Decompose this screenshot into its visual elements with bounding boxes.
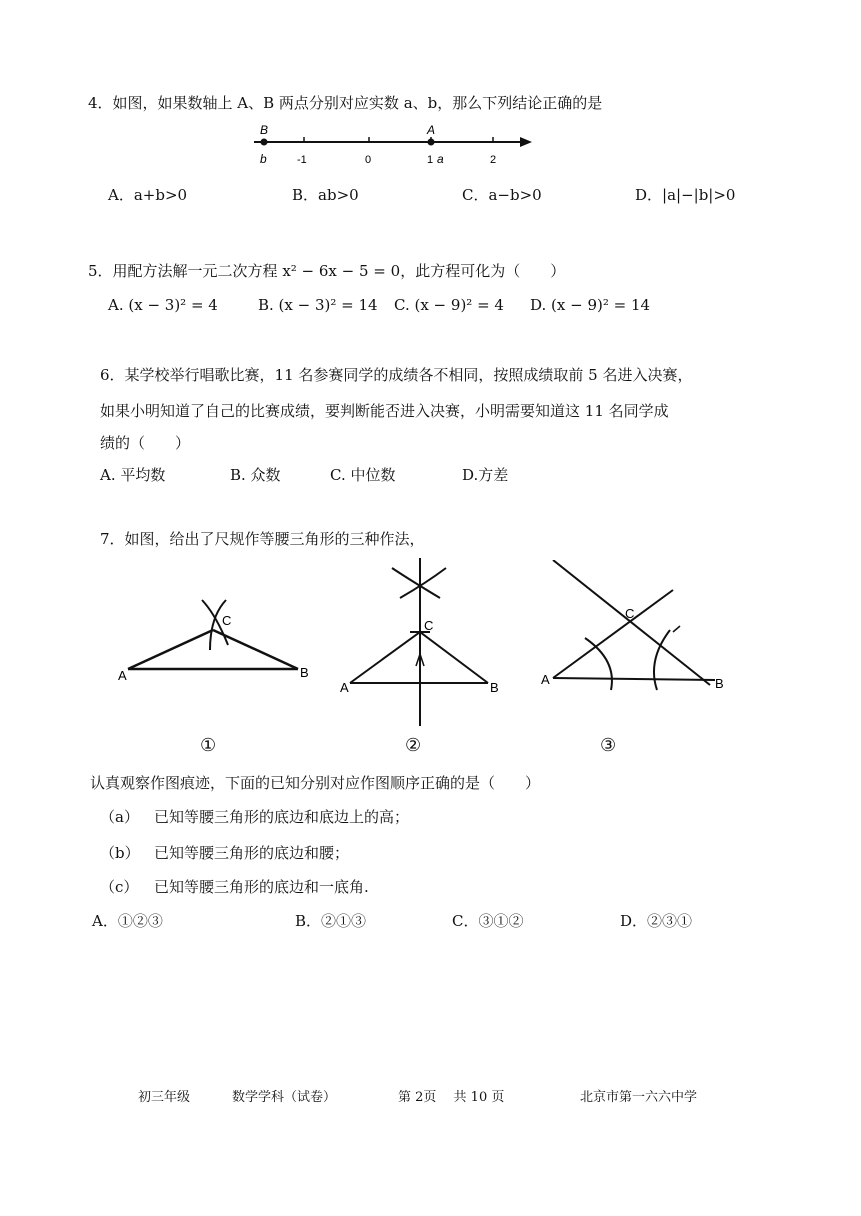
q4-stem: 4．如图，如果数轴上 A、B 两点分别对应实数 a、b，那么下列结论正确的是 [88, 94, 603, 112]
condition-a-tag: （a） [100, 808, 139, 826]
point-b-dot [261, 139, 268, 146]
footer-school: 北京市第一六六中学 [580, 1090, 698, 1105]
q5-option-d: D. (x − 9)² = 14 [530, 296, 651, 314]
q7-option-c: C．③①② [452, 912, 524, 930]
fig1-label-a: A [118, 668, 127, 683]
footer-grade: 初三年级 [138, 1090, 191, 1105]
q6-option-d: D.方差 [462, 466, 509, 484]
var-b-label: b [260, 152, 267, 166]
fig2-label-a: A [340, 680, 349, 695]
footer-page: 第 2页 共 10 页 [398, 1090, 505, 1105]
tick-label-0: 0 [365, 154, 372, 166]
q4-option-d: D．|a|−|b|>0 [635, 186, 736, 204]
q6-option-a: A. 平均数 [100, 466, 166, 484]
point-a-label: A [427, 123, 436, 137]
figure-1 [110, 565, 320, 690]
q7-option-a: A．①②③ [92, 912, 163, 930]
figure-3 [535, 560, 735, 700]
q5-option-a: A. (x − 3)² = 4 [108, 296, 218, 314]
q6-line-3: 绩的（ ） [100, 434, 191, 452]
condition-c-text: 已知等腰三角形的底边和一底角. [154, 878, 369, 896]
number-line-figure [240, 118, 540, 170]
figure-3-number: ③ [600, 735, 617, 756]
fig3-label-a: A [541, 672, 550, 687]
q7-instruction: 认真观察作图痕迹，下面的已知分别对应作图顺序正确的是（ ） [90, 774, 541, 792]
tick-label-neg1: -1 [297, 154, 307, 166]
condition-b-text: 已知等腰三角形的底边和腰； [154, 844, 350, 862]
q7-option-b: B．②①③ [295, 912, 367, 930]
condition-a-text: 已知等腰三角形的底边和底边上的高； [154, 808, 410, 826]
fig1-label-c: C [222, 613, 232, 628]
fig3-label-c: C [625, 606, 635, 621]
q7-option-d: D．②③① [620, 912, 693, 930]
footer-subject: 数学学科（试卷） [232, 1090, 337, 1105]
figure-1-number: ① [200, 735, 217, 756]
point-b-label: B [260, 123, 269, 137]
q4-option-a: A．a+b>0 [108, 186, 188, 204]
arrow-head-icon [520, 137, 532, 147]
q5-stem: 5．用配方法解一元二次方程 x² − 6x − 5 = 0，此方程可化为（ ） [88, 262, 566, 280]
q7-stem: 7．如图，给出了尺规作等腰三角形的三种作法， [100, 530, 425, 548]
condition-c-tag: （c） [100, 878, 139, 896]
figure-2-number: ② [405, 735, 422, 756]
figure-2 [330, 558, 510, 728]
q5-option-b: B. (x − 3)² = 14 [258, 296, 378, 314]
q4-option-c: C．a−b>0 [462, 186, 542, 204]
fig3-label-b: B [715, 676, 724, 691]
condition-b-tag: （b） [100, 844, 140, 862]
q6-line-2: 如果小明知道了自己的比赛成绩，要判断能否进入决赛，小明需要知道这 11 名同学成 [100, 402, 669, 420]
fig1-label-b: B [300, 665, 309, 680]
fig2-label-b: B [490, 680, 499, 695]
q4-option-b: B．ab>0 [292, 186, 359, 204]
q6-option-c: C. 中位数 [330, 466, 396, 484]
fig2-label-c: C [424, 618, 434, 633]
q5-option-c: C. (x − 9)² = 4 [394, 296, 504, 314]
tick-label-1: 1 [427, 154, 434, 166]
var-a-label: a [437, 152, 444, 166]
tick-label-2: 2 [490, 154, 497, 166]
q6-line-1: 6．某学校举行唱歌比赛，11 名参赛同学的成绩各不相同，按照成绩取前 5 名进入决赛， [100, 366, 693, 384]
q6-option-b: B. 众数 [230, 466, 281, 484]
